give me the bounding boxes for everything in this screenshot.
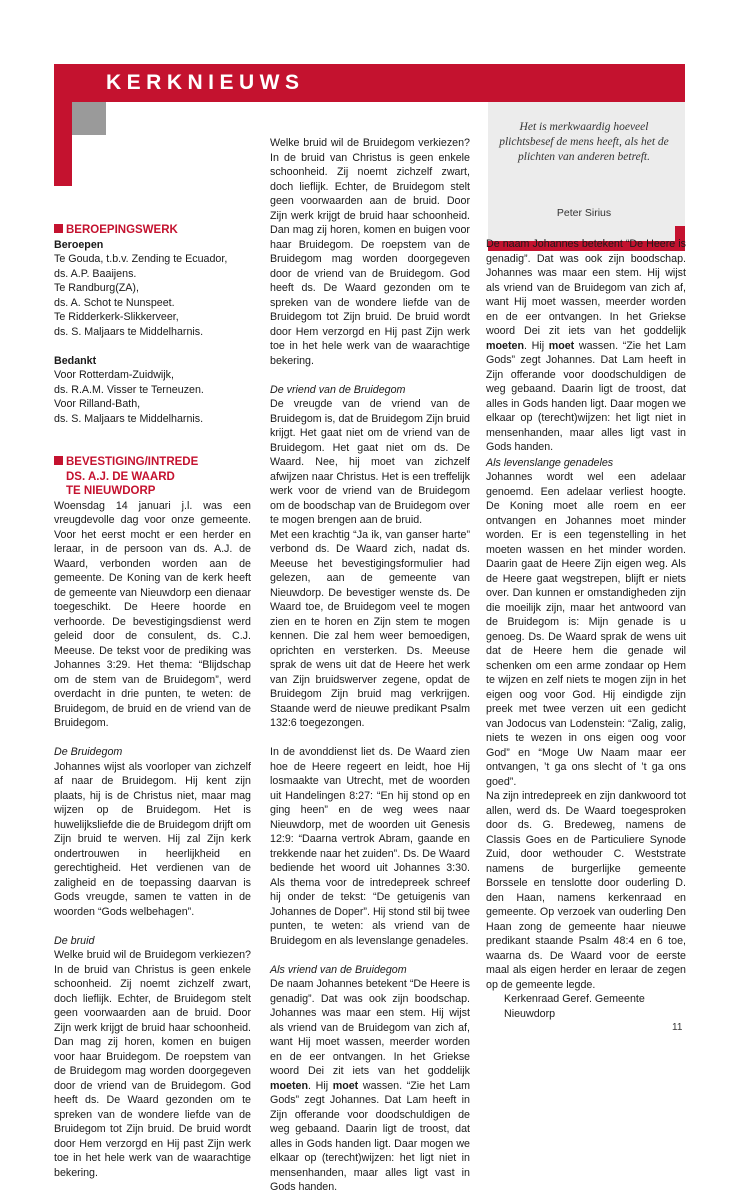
subheading: Als levenslange genadeles [486,456,614,469]
list-item: Te Gouda, t.b.v. Zending te Ecuador, [54,253,228,265]
column-2 [270,137,470,1193]
paragraph: Welke bruid wil de Bruidegom verkiezen? In de bruid van Christus is geen enkele schoonheid. Zij noemt zichzelf zwart, doch lieflijk. Echter, de Bruidegom stelt geen voorwaarden aan de bruid. Door Zijn werk krijgt de bruid haar schoonheid. Dan mag zij horen, komen en buigen voor haar Bruidegom. De roepstem van de Bruidegom mag worden doorgegeven door de vriend van de Bruidegom. God heeft ds. De Waard gezonden om te spreken van de wondere liefde van de Bruidegom tot Zijn bruid. De bruid wordt door Hem verzorgd en Hij past Zijn werk toe in het hele werk van de waarachtige bekering. [54,949,251,1179]
heading-beroepingswerk: BEROEPINGSWERK [54,223,251,238]
paragraph: De naam Johannes betekent “De Heere is genadig”. Dat was ook zijn boodschap. Johannes was maar een stem. Hij wijst als vriend van de Bruidegom van zich af, want Hij moet wassen, meerder worden en de eer ontvangen. In het Griekse woord Dei zit iets van het goddelijk moeten. Hij moet wassen. “Zie het Lam Gods” zegt Johannes. Dat Lam heeft in Zijn offerande voor doodschuldigen de weg gebaand. Daarin ligt de troost, dat alles in Gods handen ligt. Daar mogen we elkaar op (terecht)wijzen: het ligt niet in mensenhanden, maar alles ligt vast in Gods handen. [270,978,470,1193]
paragraph-continued: De naam Johannes betekent “De Heere is genadig”. Dat was ook zijn boodschap. Johannes was maar een stem. Hij wijst als vriend van de Bruidegom van zich af, want Hij moet wassen, meerder worden en de eer ontvangen. In het Griekse woord Dei zit iets van het goddelijk moeten. Hij moet wassen. “Zie het Lam Gods” zegt Johannes. Dat Lam heeft in Zijn offerande voor doodschuldigen de weg gebaand. Daarin ligt de troost, dat alles in Gods handen ligt. Daar mogen we elkaar op (terecht)wijzen: het ligt niet in mensenhanden, maar alles ligt vast in Gods handen. [486,238,686,453]
subheading: De Bruidegom [54,746,123,758]
page-number: 11 [672,1022,683,1033]
list-item: ds. A.P. Baaijens. [54,267,137,280]
paragraph: In de avonddienst liet ds. De Waard zien hoe de Heere regeert en leidt, hoe Hij losmaakte van Utrecht, met de woorden uit Handelingen 8:27: “En hij stond op en ging heen” en de weg wees naar Nieuwdorp, met de woorden uit Genesis 12:9: “Daarna vertrok Abram, gaande en trekkende naar het zuiden”. Ds. De Waard bediende het woord uit Johannes 3:30. Als thema voor de intredepreek schreef hij onder de tekst: “De getuigenis van Johannes de Doper”. Hij stond stil bij twee punten, te weten: als vriend van de Bruidegom en als levenslange genadeles. [270,746,470,947]
heading-square-icon [54,456,63,465]
paragraph: Johannes wordt wel een adelaar genoemd. Een adelaar verliest hoogte. De Koning moet alle roem en eer ontvangen en Johannes moet minder worden. Er is een tegenstelling in het moeten wassen en het minder worden. Daarin gaat de Heere Zijn eigen weg. Als de Heere gaat wegstrepen, blijft er niets over. Dan kunnen er omstandigheden zijn die moeilijk zijn, maar het antwoord van de Bruidegom is: Mijn genade is u genoeg. Ds. De Waard sprak de wens uit dat de Heere hem die genade wil schenken om een arme zondaar op Hem te wijzen en zelf niets te mogen zijn in het eigen oog voor God. Hij eindigde zijn preek met twee verzen uit een gedicht van Jodocus van Lodenstein: “Zalig, zalig, niets te wezen in ons eigen oog voor God” en “Moge Uw Naam maar eer ontvangen, ’t ga ons slecht of ’t ga ons goed”. [486,471,686,788]
column-3 [486,238,686,1021]
paragraph: Met een krachtig “Ja ik, van ganser harte” verbond ds. De Waard zich, nadat ds. Meeuse het bevestigingsformulier had gelezen, aan de gemeente van Nieuwdorp. De bevestiger wenste ds. De Waard toe, de Bruidegom veel te mogen zien en te horen en Zijn stem te mogen kennen. Die zal hem weer bemoedigen, oprichten en versterken. Ds. Meeuse sprak de wens uit dat de Heere het werk van Zijn bruidswerver zegene, opdat de Bruidegom Zijn bruid mag verkrijgen. Staande werd de nieuwe predikant Psalm 132:6 toegezongen. [270,528,470,729]
paragraph: Na zijn intredepreek en zijn dankwoord tot allen, werd ds. De Waard toegesproken door ds. G. Bredeweg, namens de Classis Goes en de Particuliere Synode Zuid, door wethouder C. Weststrate namens de burgerlijke gemeente Borssele en tenslotte door ouderling D. den Haan, namens kerkenraad en gemeente. Op verzoek van ouderling Den Haan zong de gemeente haar nieuwe predikant staande Psalm 48:4 en 6 toe, waarna ds. De Waard voor de eerste maal als eigen herder en leraar de zegen op de gemeente legde. [486,790,686,991]
subheading: Als vriend van de Bruidegom [270,963,407,976]
signature-line-1: Kerkenraad Geref. Gemeente [504,993,645,1005]
list-item: ds. A. Schot te Nunspeet. [54,296,175,309]
list-item: ds. S. Maljaars te Middelharnis. [54,325,204,338]
signature-line-2: Nieuwdorp [504,1007,556,1020]
header-left-bar [54,64,72,186]
list-item: ds. S. Maljaars te Middelharnis. [54,412,204,425]
heading-bevestiging-line3: TE NIEUWDORP [66,485,156,497]
paragraph: Woensdag 14 januari j.l. was een vreugdevolle dag voor onze gemeente. Voor het eerst mocht er een herder en leraar, in de persoon van ds. A.J. de Waard, verbonden worden aan de gemeente. De Koning van de kerk heeft de gemeente van Nieuwdorp een dienaar toegeschikt. De Heere hoorde en verhoorde. De bevestigingsdienst werd geleid door de consulent, ds. C.J. Meeuse. De tekst voor de prediking was Johannes 3:29. Het thema: “Blijdschap om de stem van de Bruidegom”, werd overdacht in drie punten, te weten: de Bruidegom, de bruid en de vriend van de Bruidegom. [54,499,251,729]
bedankt-label: Bedankt [54,354,97,367]
subheading: De vriend van de Bruidegom [270,383,406,396]
heading-bevestiging-line2: DS. A.J. DE WAARD [66,470,175,483]
heading-square-icon [54,224,63,233]
header-gray-square [72,102,106,135]
list-item: Voor Rotterdam-Zuidwijk, [54,369,174,381]
beroepen-label: Beroepen [54,238,104,251]
paragraph: Johannes wijst als voorloper van zichzelf af naar de Bruidegom. Hij kent zijn plaats, hij is de Christus niet, maar mag wijzen op de Bruidegom. Het is huwelijksliefde die de Bruidegom drijft om Zijn bruid te werven. Hij zal Zijn kerk ondertrouwen in heerlijkheid en gerechtigheid. Het verdienen van de zaligheid en de toepassing daarvan is Gods vreugde, samen te vatten in de woorden “Gods welbehagen”. [54,760,251,918]
list-item: ds. R.A.M. Visser te Terneuzen. [54,383,204,396]
quote-author: Peter Sirius [556,207,612,219]
column-1 [54,223,251,1179]
section-title: KERKNIEUWS [106,71,305,94]
list-item: Voor Rilland-Bath, [54,398,141,410]
list-item: Te Randburg(ZA), [54,282,139,294]
paragraph-continued: Welke bruid wil de Bruidegom verkiezen? In de bruid van Christus is geen enkele schoonheid. Zij noemt zichzelf zwart, doch lieflijk. Echter, de Bruidegom stelt geen voorwaarden aan de bruid. Door Zijn werk krijgt de bruid haar schoonheid. Dan mag zij horen, komen en buigen voor haar Bruidegom. De roepstem van de Bruidegom mag worden doorgegeven door de vriend van de Bruidegom. God heeft ds. De Waard gezonden om te spreken van de wondere liefde van de Bruidegom tot Zijn bruid. De bruid wordt door Hem verzorgd en Hij past Zijn werk toe in het hele werk van de waarachtige bekering. [270,137,470,367]
subheading: De bruid [54,934,95,947]
heading-bevestiging: BEVESTIGING/INTREDE [54,455,251,470]
quote-text: Het is merkwaardig hoeveel plichtsbesef de mens heeft, als het de plichten van anderen betreft. [499,121,669,163]
paragraph: De vreugde van de vriend van de Bruidegom is, dat de Bruidegom Zijn bruid krijgt. Het gaat niet om de vriend van de Bruidegom. Het gaat niet om ds. De Waard. Nee, hij moet van zichzelf afwijzen naar Christus. Het is een treffelijk werk voor de vriend van de Bruidegom om de boodschap van de Bruidegom over te mogen brengen aan de bruid. [270,398,470,526]
list-item: Te Ridderkerk-Slikkerveer, [54,311,179,323]
